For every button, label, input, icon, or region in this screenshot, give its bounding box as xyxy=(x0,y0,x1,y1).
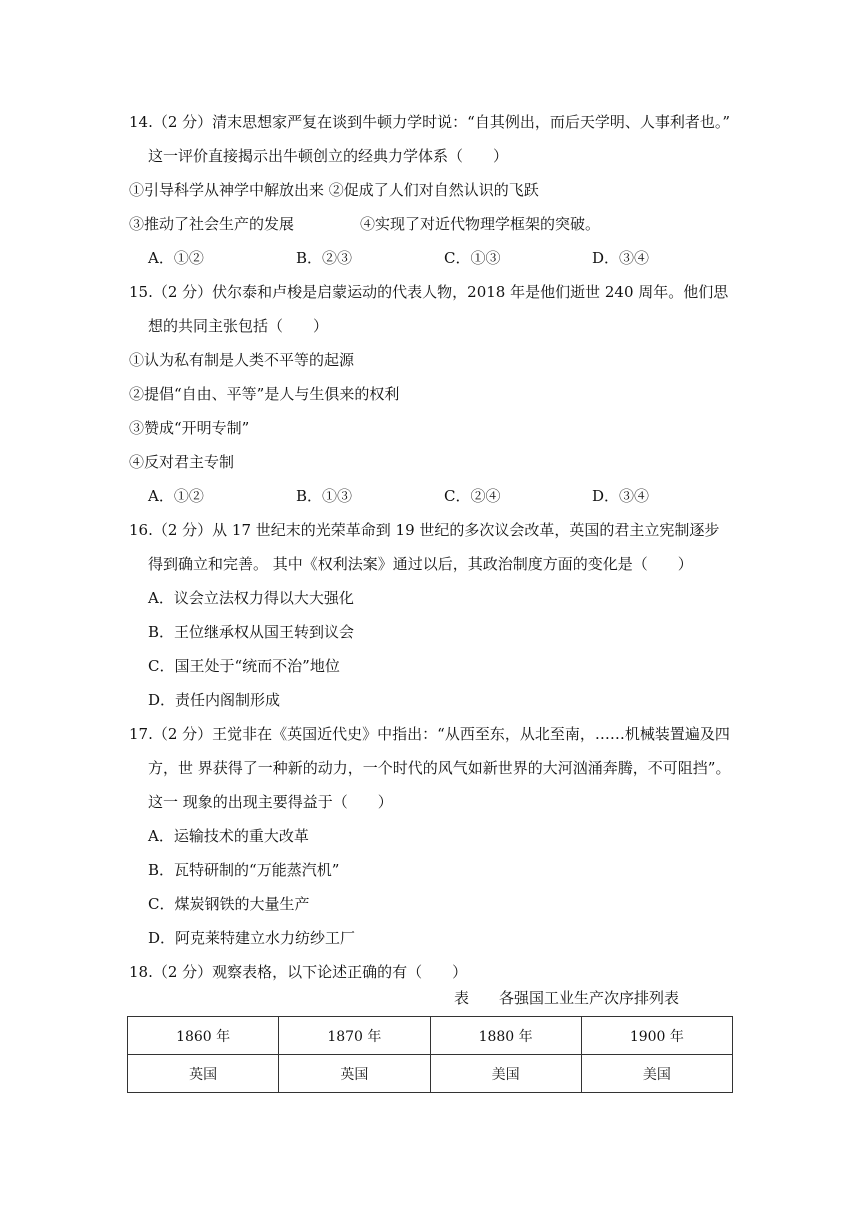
table-header-cell: 1870 年 xyxy=(279,1017,430,1055)
q15-options xyxy=(148,486,748,506)
q18-stem-line-1: 18.（2 分）观察表格，以下论述正确的有（ ） xyxy=(129,963,468,981)
q14-stem-line-2: 这一评价直接揭示出牛顿创立的经典力学体系（ ） xyxy=(148,147,509,165)
q14-options xyxy=(148,248,748,268)
q16-stem-line-1: 16.（2 分）从 17 世纪末的光荣革命到 19 世纪的多次议会改革，英国的君主立宪制逐步 xyxy=(129,521,720,539)
q15-item-1: ①认为私有制是人类不平等的起源 xyxy=(129,351,355,369)
table-caption-label: 表 xyxy=(454,989,470,1007)
q14-option-b: B．②③ xyxy=(296,249,353,267)
q14-stem-line-1: 14.（2 分）清末思想家严复在谈到牛顿力学时说：“自其例出，而后天学明、人事利者也。” xyxy=(129,113,731,131)
q17-stem-line-3: 这一 现象的出现主要得益于（ ） xyxy=(148,793,393,811)
q17-stem-line-1: 17.（2 分）王觉非在《英国近代史》中指出：“从西至东，从北至南，……机械装置遍及四 xyxy=(129,725,730,743)
table-row xyxy=(128,1055,733,1093)
q17-option-b: B．瓦特研制的“万能蒸汽机” xyxy=(148,861,340,879)
q15-item-2: ②提倡“自由、平等”是人与生俱来的权利 xyxy=(129,385,400,403)
q17-option-d: D．阿克莱特建立水力纺纱工厂 xyxy=(148,929,356,947)
table-header-cell: 1860 年 xyxy=(128,1017,279,1055)
industrial-ranking-table xyxy=(127,1016,733,1093)
q16-option-b: B．王位继承权从国王转到议会 xyxy=(148,623,355,641)
q16-stem-line-2: 得到确立和完善。 其中《权利法案》通过以后，其政治制度方面的变化是（ ） xyxy=(148,555,693,573)
table-header-row xyxy=(128,1017,733,1055)
q15-option-a: A．①② xyxy=(148,487,204,505)
q14-option-a: A．①② xyxy=(148,249,204,267)
q15-option-b: B．①③ xyxy=(296,487,353,505)
q16-option-a: A．议会立法权力得以大大强化 xyxy=(148,589,354,607)
table-caption xyxy=(454,988,679,1008)
q14-item-1-2: ①引导科学从神学中解放出来 ②促成了人们对自然认识的飞跃 xyxy=(129,181,539,199)
q14-option-d: D．③④ xyxy=(592,249,650,267)
table-cell: 美国 xyxy=(430,1055,581,1093)
q14-option-c: C．①③ xyxy=(444,249,501,267)
q14-item-4: ④实现了对近代物理学框架的突破。 xyxy=(360,215,601,233)
q16-option-c: C．国王处于“统而不治”地位 xyxy=(148,657,340,675)
table-header-cell: 1880 年 xyxy=(430,1017,581,1055)
table-cell: 美国 xyxy=(581,1055,732,1093)
q15-option-c: C．②④ xyxy=(444,487,501,505)
q15-item-4: ④反对君主专制 xyxy=(129,453,235,471)
table-cell: 英国 xyxy=(128,1055,279,1093)
q14-item-3: ③推动了社会生产的发展 xyxy=(129,215,295,233)
table-header-cell: 1900 年 xyxy=(581,1017,732,1055)
q15-stem-line-1: 15.（2 分）伏尔泰和卢梭是启蒙运动的代表人物，2018 年是他们逝世 240 周年。他们思 xyxy=(129,283,729,301)
q15-stem-line-2: 想的共同主张包括（ ） xyxy=(148,317,329,335)
table-cell: 英国 xyxy=(279,1055,430,1093)
q17-option-c: C．煤炭钢铁的大量生产 xyxy=(148,895,310,913)
q17-stem-line-2: 方，世 界获得了一种新的动力，一个时代的风气如新世界的大河汹涌奔腾，不可阻挡”。 xyxy=(148,759,731,777)
q15-option-d: D．③④ xyxy=(592,487,650,505)
q17-option-a: A．运输技术的重大改革 xyxy=(148,827,309,845)
table-caption-title: 各强国工业生产次序排列表 xyxy=(499,989,680,1007)
q15-item-3: ③赞成“开明专制” xyxy=(129,419,250,437)
q16-option-d: D．责任内阁制形成 xyxy=(148,691,281,709)
